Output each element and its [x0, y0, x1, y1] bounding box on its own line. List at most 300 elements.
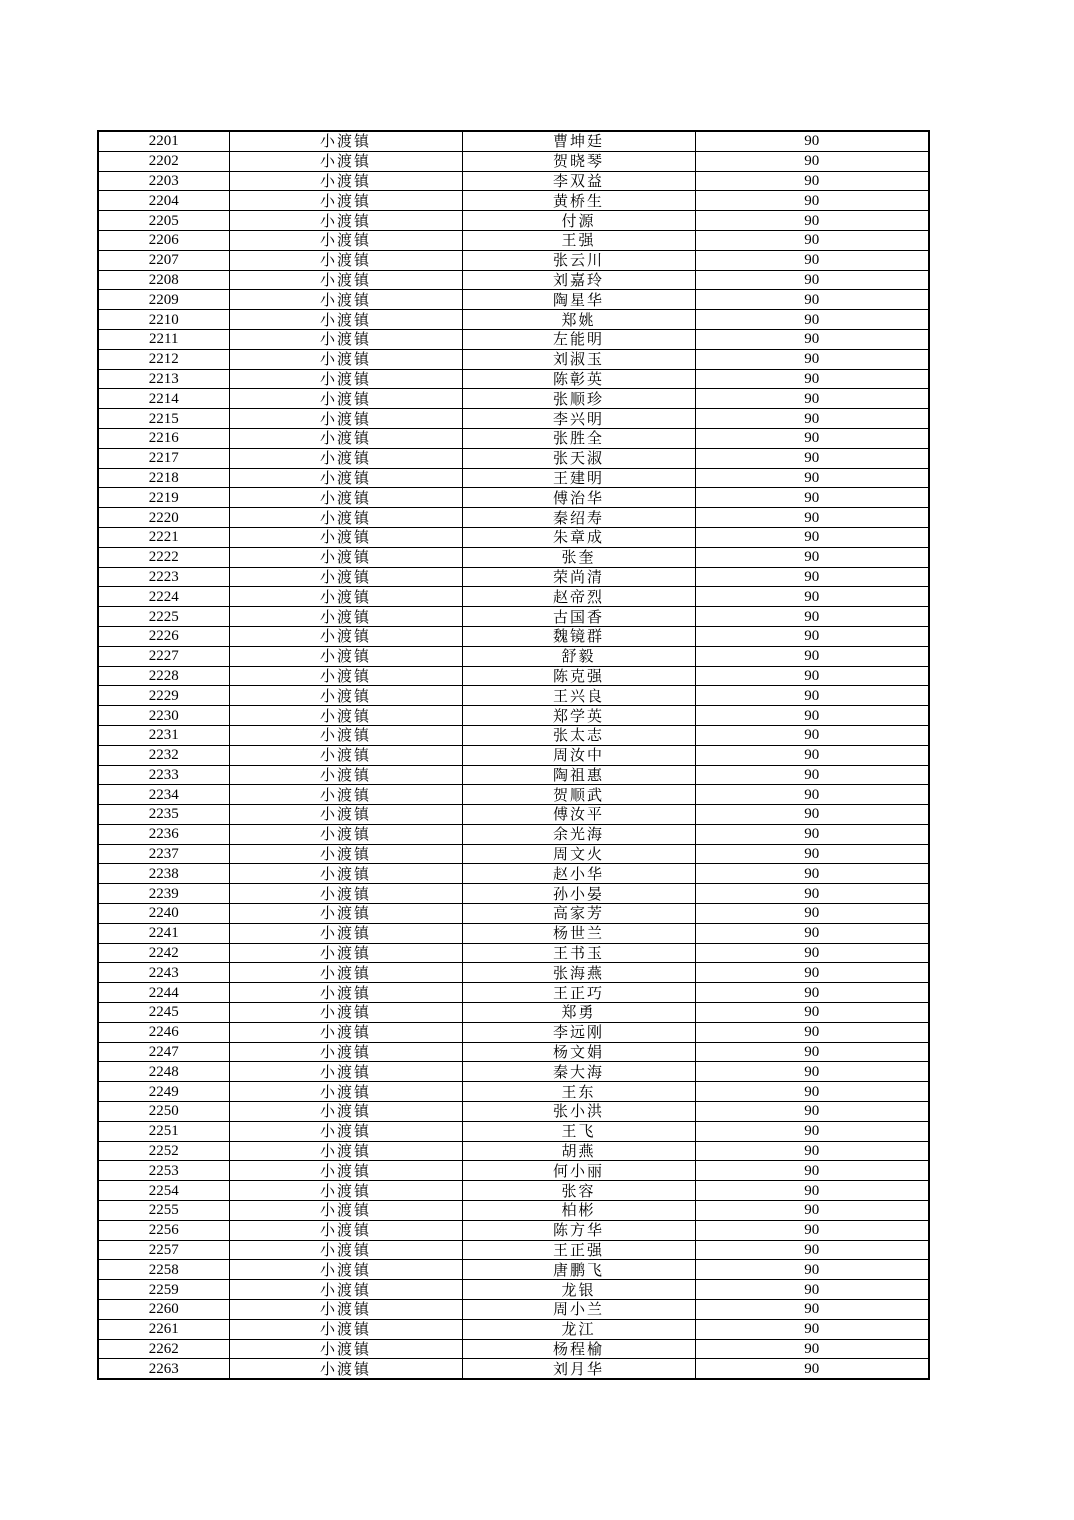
table-row	[98, 963, 929, 983]
table-row	[98, 587, 929, 607]
person-name-cell: 刘嘉玲	[462, 270, 695, 290]
row-number-cell: 2245	[98, 1003, 229, 1023]
person-name-cell: 张天淑	[462, 448, 695, 468]
town-cell: 小渡镇	[229, 943, 462, 963]
row-number-cell: 2260	[98, 1300, 229, 1320]
person-name-cell: 秦大海	[462, 1062, 695, 1082]
row-number-cell: 2203	[98, 171, 229, 191]
town-cell: 小渡镇	[229, 448, 462, 468]
amount-cell: 90	[695, 151, 929, 171]
person-name-cell: 赵帝烈	[462, 587, 695, 607]
row-number-cell: 2221	[98, 527, 229, 547]
person-name-cell: 陶祖惠	[462, 765, 695, 785]
person-name-cell: 余光海	[462, 824, 695, 844]
town-cell: 小渡镇	[229, 983, 462, 1003]
person-name-cell: 朱章成	[462, 527, 695, 547]
amount-cell: 90	[695, 1260, 929, 1280]
amount-cell: 90	[695, 1319, 929, 1339]
town-cell: 小渡镇	[229, 1003, 462, 1023]
person-name-cell: 郑勇	[462, 1003, 695, 1023]
table-row	[98, 349, 929, 369]
amount-cell: 90	[695, 686, 929, 706]
town-cell: 小渡镇	[229, 567, 462, 587]
person-name-cell: 张奎	[462, 547, 695, 567]
amount-cell: 90	[695, 805, 929, 825]
table-row	[98, 310, 929, 330]
person-name-cell: 周文火	[462, 844, 695, 864]
row-number-cell: 2226	[98, 626, 229, 646]
table-row	[98, 785, 929, 805]
table-row	[98, 488, 929, 508]
row-number-cell: 2202	[98, 151, 229, 171]
row-number-cell: 2233	[98, 765, 229, 785]
person-name-cell: 王飞	[462, 1121, 695, 1141]
town-cell: 小渡镇	[229, 329, 462, 349]
amount-cell: 90	[695, 943, 929, 963]
amount-cell: 90	[695, 131, 929, 151]
table-row	[98, 1280, 929, 1300]
town-cell: 小渡镇	[229, 290, 462, 310]
row-number-cell: 2231	[98, 725, 229, 745]
person-name-cell: 张云川	[462, 250, 695, 270]
amount-cell: 90	[695, 567, 929, 587]
table-row	[98, 409, 929, 429]
amount-cell: 90	[695, 1240, 929, 1260]
table-row	[98, 448, 929, 468]
amount-cell: 90	[695, 468, 929, 488]
table-row	[98, 1003, 929, 1023]
person-name-cell: 古国香	[462, 607, 695, 627]
town-cell: 小渡镇	[229, 745, 462, 765]
row-number-cell: 2234	[98, 785, 229, 805]
person-name-cell: 周汝中	[462, 745, 695, 765]
amount-cell: 90	[695, 963, 929, 983]
row-number-cell: 2237	[98, 844, 229, 864]
person-name-cell: 胡燕	[462, 1141, 695, 1161]
table-row	[98, 1062, 929, 1082]
table-row	[98, 884, 929, 904]
row-number-cell: 2205	[98, 211, 229, 231]
amount-cell: 90	[695, 785, 929, 805]
table-row	[98, 270, 929, 290]
town-cell: 小渡镇	[229, 1102, 462, 1122]
table-row	[98, 151, 929, 171]
town-cell: 小渡镇	[229, 151, 462, 171]
person-name-cell: 秦绍寿	[462, 508, 695, 528]
person-name-cell: 陈方华	[462, 1220, 695, 1240]
town-cell: 小渡镇	[229, 508, 462, 528]
row-number-cell: 2209	[98, 290, 229, 310]
amount-cell: 90	[695, 1042, 929, 1062]
town-cell: 小渡镇	[229, 686, 462, 706]
row-number-cell: 2263	[98, 1359, 229, 1379]
table-row	[98, 1141, 929, 1161]
amount-cell: 90	[695, 409, 929, 429]
amount-cell: 90	[695, 607, 929, 627]
town-cell: 小渡镇	[229, 230, 462, 250]
person-name-cell: 黄桥生	[462, 191, 695, 211]
person-name-cell: 张太志	[462, 725, 695, 745]
town-cell: 小渡镇	[229, 706, 462, 726]
amount-cell: 90	[695, 1181, 929, 1201]
amount-cell: 90	[695, 290, 929, 310]
person-name-cell: 郑学英	[462, 706, 695, 726]
row-number-cell: 2227	[98, 646, 229, 666]
amount-cell: 90	[695, 884, 929, 904]
row-number-cell: 2216	[98, 428, 229, 448]
amount-cell: 90	[695, 1141, 929, 1161]
person-name-cell: 杨世兰	[462, 923, 695, 943]
table-row	[98, 805, 929, 825]
town-cell: 小渡镇	[229, 1121, 462, 1141]
table-row	[98, 131, 929, 151]
amount-cell: 90	[695, 923, 929, 943]
row-number-cell: 2207	[98, 250, 229, 270]
row-number-cell: 2212	[98, 349, 229, 369]
amount-cell: 90	[695, 508, 929, 528]
row-number-cell: 2248	[98, 1062, 229, 1082]
town-cell: 小渡镇	[229, 1201, 462, 1221]
town-cell: 小渡镇	[229, 389, 462, 409]
table-row	[98, 666, 929, 686]
amount-cell: 90	[695, 310, 929, 330]
amount-cell: 90	[695, 191, 929, 211]
table-row	[98, 567, 929, 587]
amount-cell: 90	[695, 349, 929, 369]
table-row	[98, 1240, 929, 1260]
town-cell: 小渡镇	[229, 626, 462, 646]
row-number-cell: 2254	[98, 1181, 229, 1201]
amount-cell: 90	[695, 725, 929, 745]
town-cell: 小渡镇	[229, 1022, 462, 1042]
row-number-cell: 2238	[98, 864, 229, 884]
table-row	[98, 1082, 929, 1102]
town-cell: 小渡镇	[229, 765, 462, 785]
row-number-cell: 2242	[98, 943, 229, 963]
amount-cell: 90	[695, 745, 929, 765]
amount-cell: 90	[695, 1022, 929, 1042]
table-row	[98, 626, 929, 646]
table-row	[98, 1220, 929, 1240]
table-row	[98, 191, 929, 211]
row-number-cell: 2244	[98, 983, 229, 1003]
row-number-cell: 2246	[98, 1022, 229, 1042]
table-row	[98, 1181, 929, 1201]
town-cell: 小渡镇	[229, 349, 462, 369]
person-name-cell: 左能明	[462, 329, 695, 349]
table-row	[98, 1121, 929, 1141]
person-name-cell: 陈彰英	[462, 369, 695, 389]
person-name-cell: 赵小华	[462, 864, 695, 884]
town-cell: 小渡镇	[229, 1062, 462, 1082]
town-cell: 小渡镇	[229, 1240, 462, 1260]
row-number-cell: 2239	[98, 884, 229, 904]
amount-cell: 90	[695, 904, 929, 924]
row-number-cell: 2261	[98, 1319, 229, 1339]
person-name-cell: 郑姚	[462, 310, 695, 330]
row-number-cell: 2257	[98, 1240, 229, 1260]
row-number-cell: 2259	[98, 1280, 229, 1300]
person-name-cell: 荣尚清	[462, 567, 695, 587]
row-number-cell: 2217	[98, 448, 229, 468]
amount-cell: 90	[695, 329, 929, 349]
table-row	[98, 547, 929, 567]
row-number-cell: 2229	[98, 686, 229, 706]
amount-cell: 90	[695, 1339, 929, 1359]
town-cell: 小渡镇	[229, 1141, 462, 1161]
town-cell: 小渡镇	[229, 211, 462, 231]
person-name-cell: 傅治华	[462, 488, 695, 508]
person-name-cell: 何小丽	[462, 1161, 695, 1181]
person-name-cell: 王正强	[462, 1240, 695, 1260]
amount-cell: 90	[695, 428, 929, 448]
amount-cell: 90	[695, 1102, 929, 1122]
person-name-cell: 陶星华	[462, 290, 695, 310]
row-number-cell: 2258	[98, 1260, 229, 1280]
table-row	[98, 171, 929, 191]
table-row	[98, 686, 929, 706]
row-number-cell: 2256	[98, 1220, 229, 1240]
town-cell: 小渡镇	[229, 785, 462, 805]
town-cell: 小渡镇	[229, 646, 462, 666]
row-number-cell: 2255	[98, 1201, 229, 1221]
table-row	[98, 706, 929, 726]
row-number-cell: 2249	[98, 1082, 229, 1102]
amount-cell: 90	[695, 1359, 929, 1379]
row-number-cell: 2240	[98, 904, 229, 924]
town-cell: 小渡镇	[229, 844, 462, 864]
town-cell: 小渡镇	[229, 468, 462, 488]
amount-cell: 90	[695, 369, 929, 389]
amount-cell: 90	[695, 250, 929, 270]
row-number-cell: 2225	[98, 607, 229, 627]
town-cell: 小渡镇	[229, 1280, 462, 1300]
town-cell: 小渡镇	[229, 725, 462, 745]
row-number-cell: 2230	[98, 706, 229, 726]
row-number-cell: 2243	[98, 963, 229, 983]
amount-cell: 90	[695, 1220, 929, 1240]
table-row	[98, 1359, 929, 1379]
table-row	[98, 290, 929, 310]
town-cell: 小渡镇	[229, 1260, 462, 1280]
table-row	[98, 1319, 929, 1339]
amount-cell: 90	[695, 666, 929, 686]
person-name-cell: 贺晓琴	[462, 151, 695, 171]
table-row	[98, 468, 929, 488]
person-name-cell: 刘淑玉	[462, 349, 695, 369]
table-row	[98, 824, 929, 844]
person-name-cell: 杨程榆	[462, 1339, 695, 1359]
town-cell: 小渡镇	[229, 191, 462, 211]
table-row	[98, 230, 929, 250]
person-name-cell: 王兴良	[462, 686, 695, 706]
town-cell: 小渡镇	[229, 824, 462, 844]
table-row	[98, 1339, 929, 1359]
person-name-cell: 龙银	[462, 1280, 695, 1300]
person-name-cell: 曹坤廷	[462, 131, 695, 151]
town-cell: 小渡镇	[229, 923, 462, 943]
row-number-cell: 2222	[98, 547, 229, 567]
person-name-cell: 李兴明	[462, 409, 695, 429]
row-number-cell: 2218	[98, 468, 229, 488]
amount-cell: 90	[695, 864, 929, 884]
town-cell: 小渡镇	[229, 1339, 462, 1359]
row-number-cell: 2235	[98, 805, 229, 825]
table-row	[98, 250, 929, 270]
amount-cell: 90	[695, 844, 929, 864]
town-cell: 小渡镇	[229, 884, 462, 904]
person-name-cell: 王强	[462, 230, 695, 250]
town-cell: 小渡镇	[229, 666, 462, 686]
town-cell: 小渡镇	[229, 369, 462, 389]
table-row	[98, 923, 929, 943]
amount-cell: 90	[695, 488, 929, 508]
person-name-cell: 王东	[462, 1082, 695, 1102]
table-row	[98, 1300, 929, 1320]
amount-cell: 90	[695, 1062, 929, 1082]
town-cell: 小渡镇	[229, 1082, 462, 1102]
table-row	[98, 329, 929, 349]
amount-cell: 90	[695, 527, 929, 547]
amount-cell: 90	[695, 824, 929, 844]
roster-table	[97, 130, 930, 1380]
table-row	[98, 983, 929, 1003]
amount-cell: 90	[695, 1161, 929, 1181]
amount-cell: 90	[695, 1121, 929, 1141]
row-number-cell: 2208	[98, 270, 229, 290]
amount-cell: 90	[695, 587, 929, 607]
roster-table-body	[98, 131, 929, 1379]
amount-cell: 90	[695, 547, 929, 567]
row-number-cell: 2262	[98, 1339, 229, 1359]
town-cell: 小渡镇	[229, 547, 462, 567]
row-number-cell: 2211	[98, 329, 229, 349]
person-name-cell: 杨文娟	[462, 1042, 695, 1062]
person-name-cell: 张顺珍	[462, 389, 695, 409]
amount-cell: 90	[695, 706, 929, 726]
table-row	[98, 389, 929, 409]
table-row	[98, 725, 929, 745]
row-number-cell: 2252	[98, 1141, 229, 1161]
person-name-cell: 贺顺武	[462, 785, 695, 805]
row-number-cell: 2224	[98, 587, 229, 607]
town-cell: 小渡镇	[229, 904, 462, 924]
row-number-cell: 2241	[98, 923, 229, 943]
town-cell: 小渡镇	[229, 1319, 462, 1339]
person-name-cell: 唐鹏飞	[462, 1260, 695, 1280]
town-cell: 小渡镇	[229, 488, 462, 508]
amount-cell: 90	[695, 171, 929, 191]
row-number-cell: 2247	[98, 1042, 229, 1062]
amount-cell: 90	[695, 1280, 929, 1300]
table-row	[98, 943, 929, 963]
amount-cell: 90	[695, 1201, 929, 1221]
person-name-cell: 陈克强	[462, 666, 695, 686]
town-cell: 小渡镇	[229, 864, 462, 884]
town-cell: 小渡镇	[229, 171, 462, 191]
person-name-cell: 张容	[462, 1181, 695, 1201]
amount-cell: 90	[695, 211, 929, 231]
amount-cell: 90	[695, 230, 929, 250]
table-row	[98, 1102, 929, 1122]
row-number-cell: 2250	[98, 1102, 229, 1122]
table-row	[98, 1201, 929, 1221]
town-cell: 小渡镇	[229, 250, 462, 270]
table-row	[98, 607, 929, 627]
row-number-cell: 2251	[98, 1121, 229, 1141]
table-row	[98, 646, 929, 666]
person-name-cell: 李远刚	[462, 1022, 695, 1042]
person-name-cell: 王书玉	[462, 943, 695, 963]
row-number-cell: 2220	[98, 508, 229, 528]
amount-cell: 90	[695, 646, 929, 666]
row-number-cell: 2236	[98, 824, 229, 844]
town-cell: 小渡镇	[229, 428, 462, 448]
amount-cell: 90	[695, 448, 929, 468]
town-cell: 小渡镇	[229, 1220, 462, 1240]
person-name-cell: 李双益	[462, 171, 695, 191]
town-cell: 小渡镇	[229, 587, 462, 607]
row-number-cell: 2206	[98, 230, 229, 250]
amount-cell: 90	[695, 1300, 929, 1320]
amount-cell: 90	[695, 270, 929, 290]
table-row	[98, 1022, 929, 1042]
row-number-cell: 2210	[98, 310, 229, 330]
table-row	[98, 1042, 929, 1062]
person-name-cell: 高家芳	[462, 904, 695, 924]
table-row	[98, 428, 929, 448]
person-name-cell: 傅汝平	[462, 805, 695, 825]
table-row	[98, 1161, 929, 1181]
person-name-cell: 舒毅	[462, 646, 695, 666]
amount-cell: 90	[695, 1003, 929, 1023]
town-cell: 小渡镇	[229, 963, 462, 983]
table-row	[98, 211, 929, 231]
person-name-cell: 刘月华	[462, 1359, 695, 1379]
person-name-cell: 孙小晏	[462, 884, 695, 904]
person-name-cell: 张海燕	[462, 963, 695, 983]
town-cell: 小渡镇	[229, 131, 462, 151]
row-number-cell: 2214	[98, 389, 229, 409]
person-name-cell: 周小兰	[462, 1300, 695, 1320]
town-cell: 小渡镇	[229, 310, 462, 330]
person-name-cell: 龙江	[462, 1319, 695, 1339]
amount-cell: 90	[695, 983, 929, 1003]
person-name-cell: 张小洪	[462, 1102, 695, 1122]
row-number-cell: 2215	[98, 409, 229, 429]
town-cell: 小渡镇	[229, 1161, 462, 1181]
town-cell: 小渡镇	[229, 1300, 462, 1320]
table-row	[98, 527, 929, 547]
table-row	[98, 508, 929, 528]
row-number-cell: 2232	[98, 745, 229, 765]
person-name-cell: 魏镜群	[462, 626, 695, 646]
table-row	[98, 369, 929, 389]
town-cell: 小渡镇	[229, 270, 462, 290]
table-row	[98, 765, 929, 785]
row-number-cell: 2223	[98, 567, 229, 587]
table-row	[98, 844, 929, 864]
person-name-cell: 王正巧	[462, 983, 695, 1003]
town-cell: 小渡镇	[229, 1181, 462, 1201]
amount-cell: 90	[695, 389, 929, 409]
person-name-cell: 付源	[462, 211, 695, 231]
row-number-cell: 2253	[98, 1161, 229, 1181]
row-number-cell: 2219	[98, 488, 229, 508]
town-cell: 小渡镇	[229, 805, 462, 825]
town-cell: 小渡镇	[229, 1359, 462, 1379]
row-number-cell: 2204	[98, 191, 229, 211]
